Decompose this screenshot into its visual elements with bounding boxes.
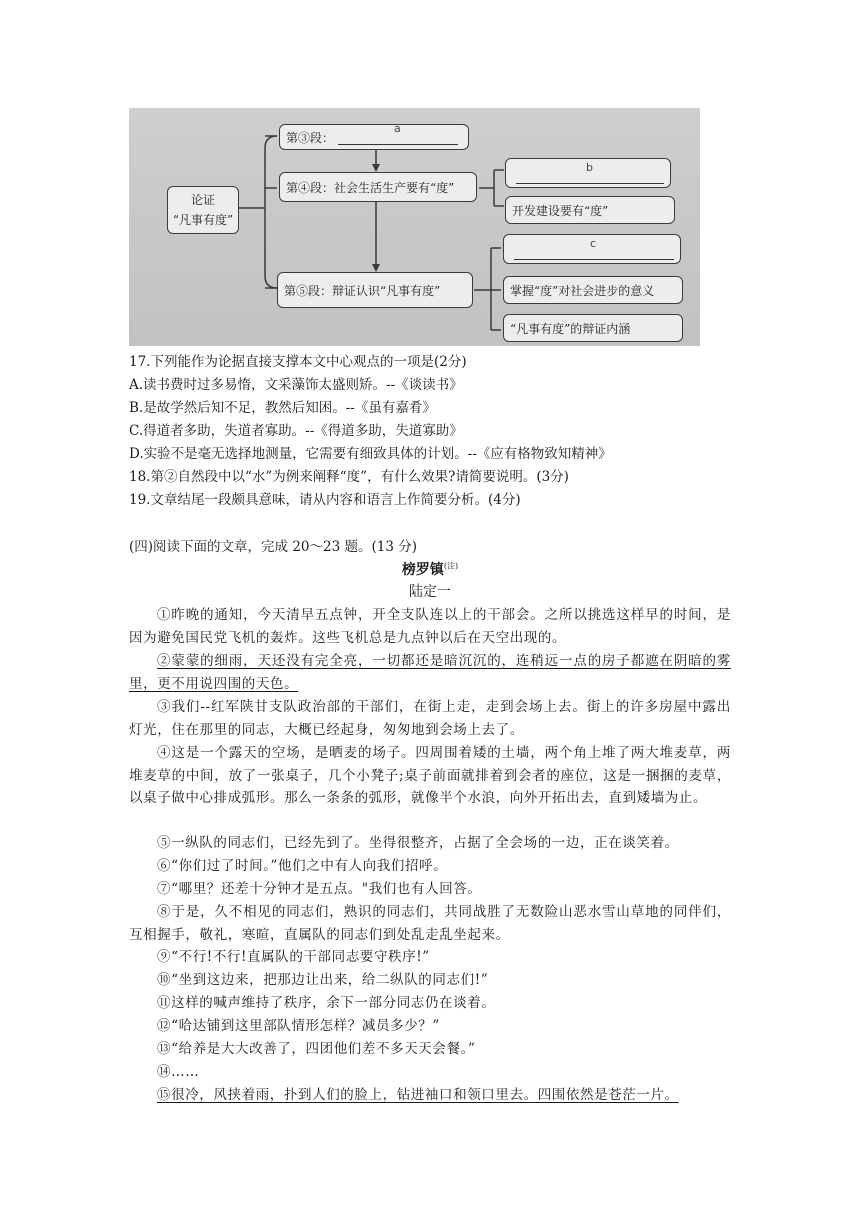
paragraph-2: [129, 650, 731, 695]
question-17: 17.下列能作为论据直接支撑本文中心观点的一项是(2分): [129, 354, 467, 370]
paragraph-5: ⑤一纵队的同志们，已经先到了。坐得很整齐，占据了全会场的一边，正在谈笑着。: [157, 835, 679, 851]
paragraph-3-box: [279, 121, 469, 150]
paragraph-9: ⑨“不行!不行!直属队的干部同志要守秩序!”: [157, 949, 430, 965]
paragraph-3-label: 第③段：: [286, 130, 335, 145]
dialectic-label: “凡事有度”的辩证内涵: [510, 321, 631, 336]
paragraph-2-underlined: ②蒙蒙的细雨，天还没有完全亮，一切都还是暗沉沉的，连稍远一点的房子都遮在阴暗的雾里，更不用说四围的天色。: [129, 653, 731, 692]
grasp-box: [503, 276, 683, 304]
paragraph-5-label: 第⑤段：辩证认识“凡事有度”: [284, 283, 441, 298]
root-box: [167, 186, 239, 234]
paragraph-15: [129, 1084, 731, 1107]
paragraph-6: ⑥“你们过了时间。”他们之中有人向我们招呼。: [157, 858, 448, 874]
development-box: [505, 196, 675, 224]
paragraph-4: ④这是一个露天的空场，是晒麦的场子。四周围着矮的土墙，两个角上堆了两大堆麦草，两堆麦草的中间，放了一张桌子，几个小凳子;桌子前面就排着到会者的座位，这是一捆捆的麦草，以桌子做中心排成弧形。那么一条条的弧形，就像半个水浪，向外开拓出去，直到矮墙为止。: [129, 745, 731, 806]
question-19: 19.文章结尾一段颇具意味，请从内容和语言上作简要分析。(4分): [129, 492, 521, 508]
paragraph-13: ⑬“给养是大大改善了，四团他们差不多天天会餐。”: [157, 1041, 476, 1057]
root-label-1: 论证: [190, 193, 215, 207]
option-c: C.得道者多助，失道者寡助。--《得道多助，失道寡助》: [129, 423, 463, 439]
blank-b-box: [505, 158, 671, 188]
option-a: A.读书费时过多易惰，文采藻饰太盛则矫。--《谈读书》: [129, 377, 463, 393]
option-b: B.是故学然后知不足，教然后知困。--《虽有嘉肴》: [129, 400, 436, 416]
paragraph-14: ⑭……: [157, 1064, 200, 1080]
paragraph-5-box: [277, 272, 473, 308]
paragraph-8: ⑧于是，久不相见的同志们，熟识的同志们，共同战胜了无数险山恶水雪山草地的同伴们，互相握手，敬礼，寒暄，直属队的同志们到处乱走乱坐起来。: [129, 904, 731, 943]
dialectic-box: [503, 314, 683, 342]
paragraph-1: ①昨晚的通知，今天清早五点钟，开全支队连以上的干部会。之所以挑选这样早的时间，是因为避免国民党飞机的轰炸。这些飞机总是九点钟以后在天空出现的。: [129, 607, 731, 646]
paragraph-11: ⑪这样的喊声维持了秩序，余下一部分同志仍在谈着。: [157, 995, 496, 1011]
title-note-mark: (注): [443, 561, 459, 571]
question-18: 18.第②自然段中以“水”为例来阐释“度”，有什么效果?请简要说明。(3分): [129, 469, 569, 485]
blank-a-letter: a: [394, 121, 401, 135]
paragraph-7: ⑦“哪里？还差十分钟才是五点。"我们也有人回答。: [157, 881, 482, 897]
blank-a-line: [338, 121, 458, 145]
article-title: [0, 559, 860, 579]
article-title-text: 榜罗镇: [401, 562, 444, 578]
blank-c-line: [514, 236, 674, 260]
blank-c-box: [503, 234, 681, 264]
grasp-label: 掌握“度”对社会进步的意义: [510, 283, 655, 298]
option-d: D.实验不是毫无选择地测量，它需要有细致具体的计划。--《应有格物致知精神》: [129, 446, 612, 462]
paragraph-10: ⑩“坐到这边来，把那边让出来，给二纵队的同志们!”: [157, 972, 489, 988]
article-author: 陆定一: [409, 584, 451, 600]
section-heading: (四)阅读下面的文章，完成 20～23 题。(13 分): [129, 539, 417, 555]
structure-diagram-photo: [129, 108, 700, 346]
paragraph-4-label: 第④段：社会生活生产要有“度”: [286, 180, 455, 195]
paragraph-3: ③我们--红军陕甘支队政治部的干部们，在街上走，走到会场上去。街上的许多房屋中露出灯光，住在那里的同志，大概已经起身，匆匆地到会场上去了。: [129, 699, 731, 738]
blank-b-letter: b: [586, 160, 593, 174]
paragraph-4-box: [279, 172, 477, 202]
paragraph-12: ⑫“哈达铺到这里部队情形怎样？减员多少？”: [157, 1018, 440, 1034]
blank-b-line: [516, 160, 664, 184]
development-label: 开发建设要有“度”: [512, 203, 609, 218]
root-label-2: “凡事有度”: [172, 213, 234, 227]
blank-c-letter: c: [590, 236, 597, 250]
paragraph-15-underlined: ⑮很冷，风挟着雨，扑到人们的脸上，钻进袖口和领口里去。四围依然是苍茫一片。: [157, 1087, 679, 1103]
